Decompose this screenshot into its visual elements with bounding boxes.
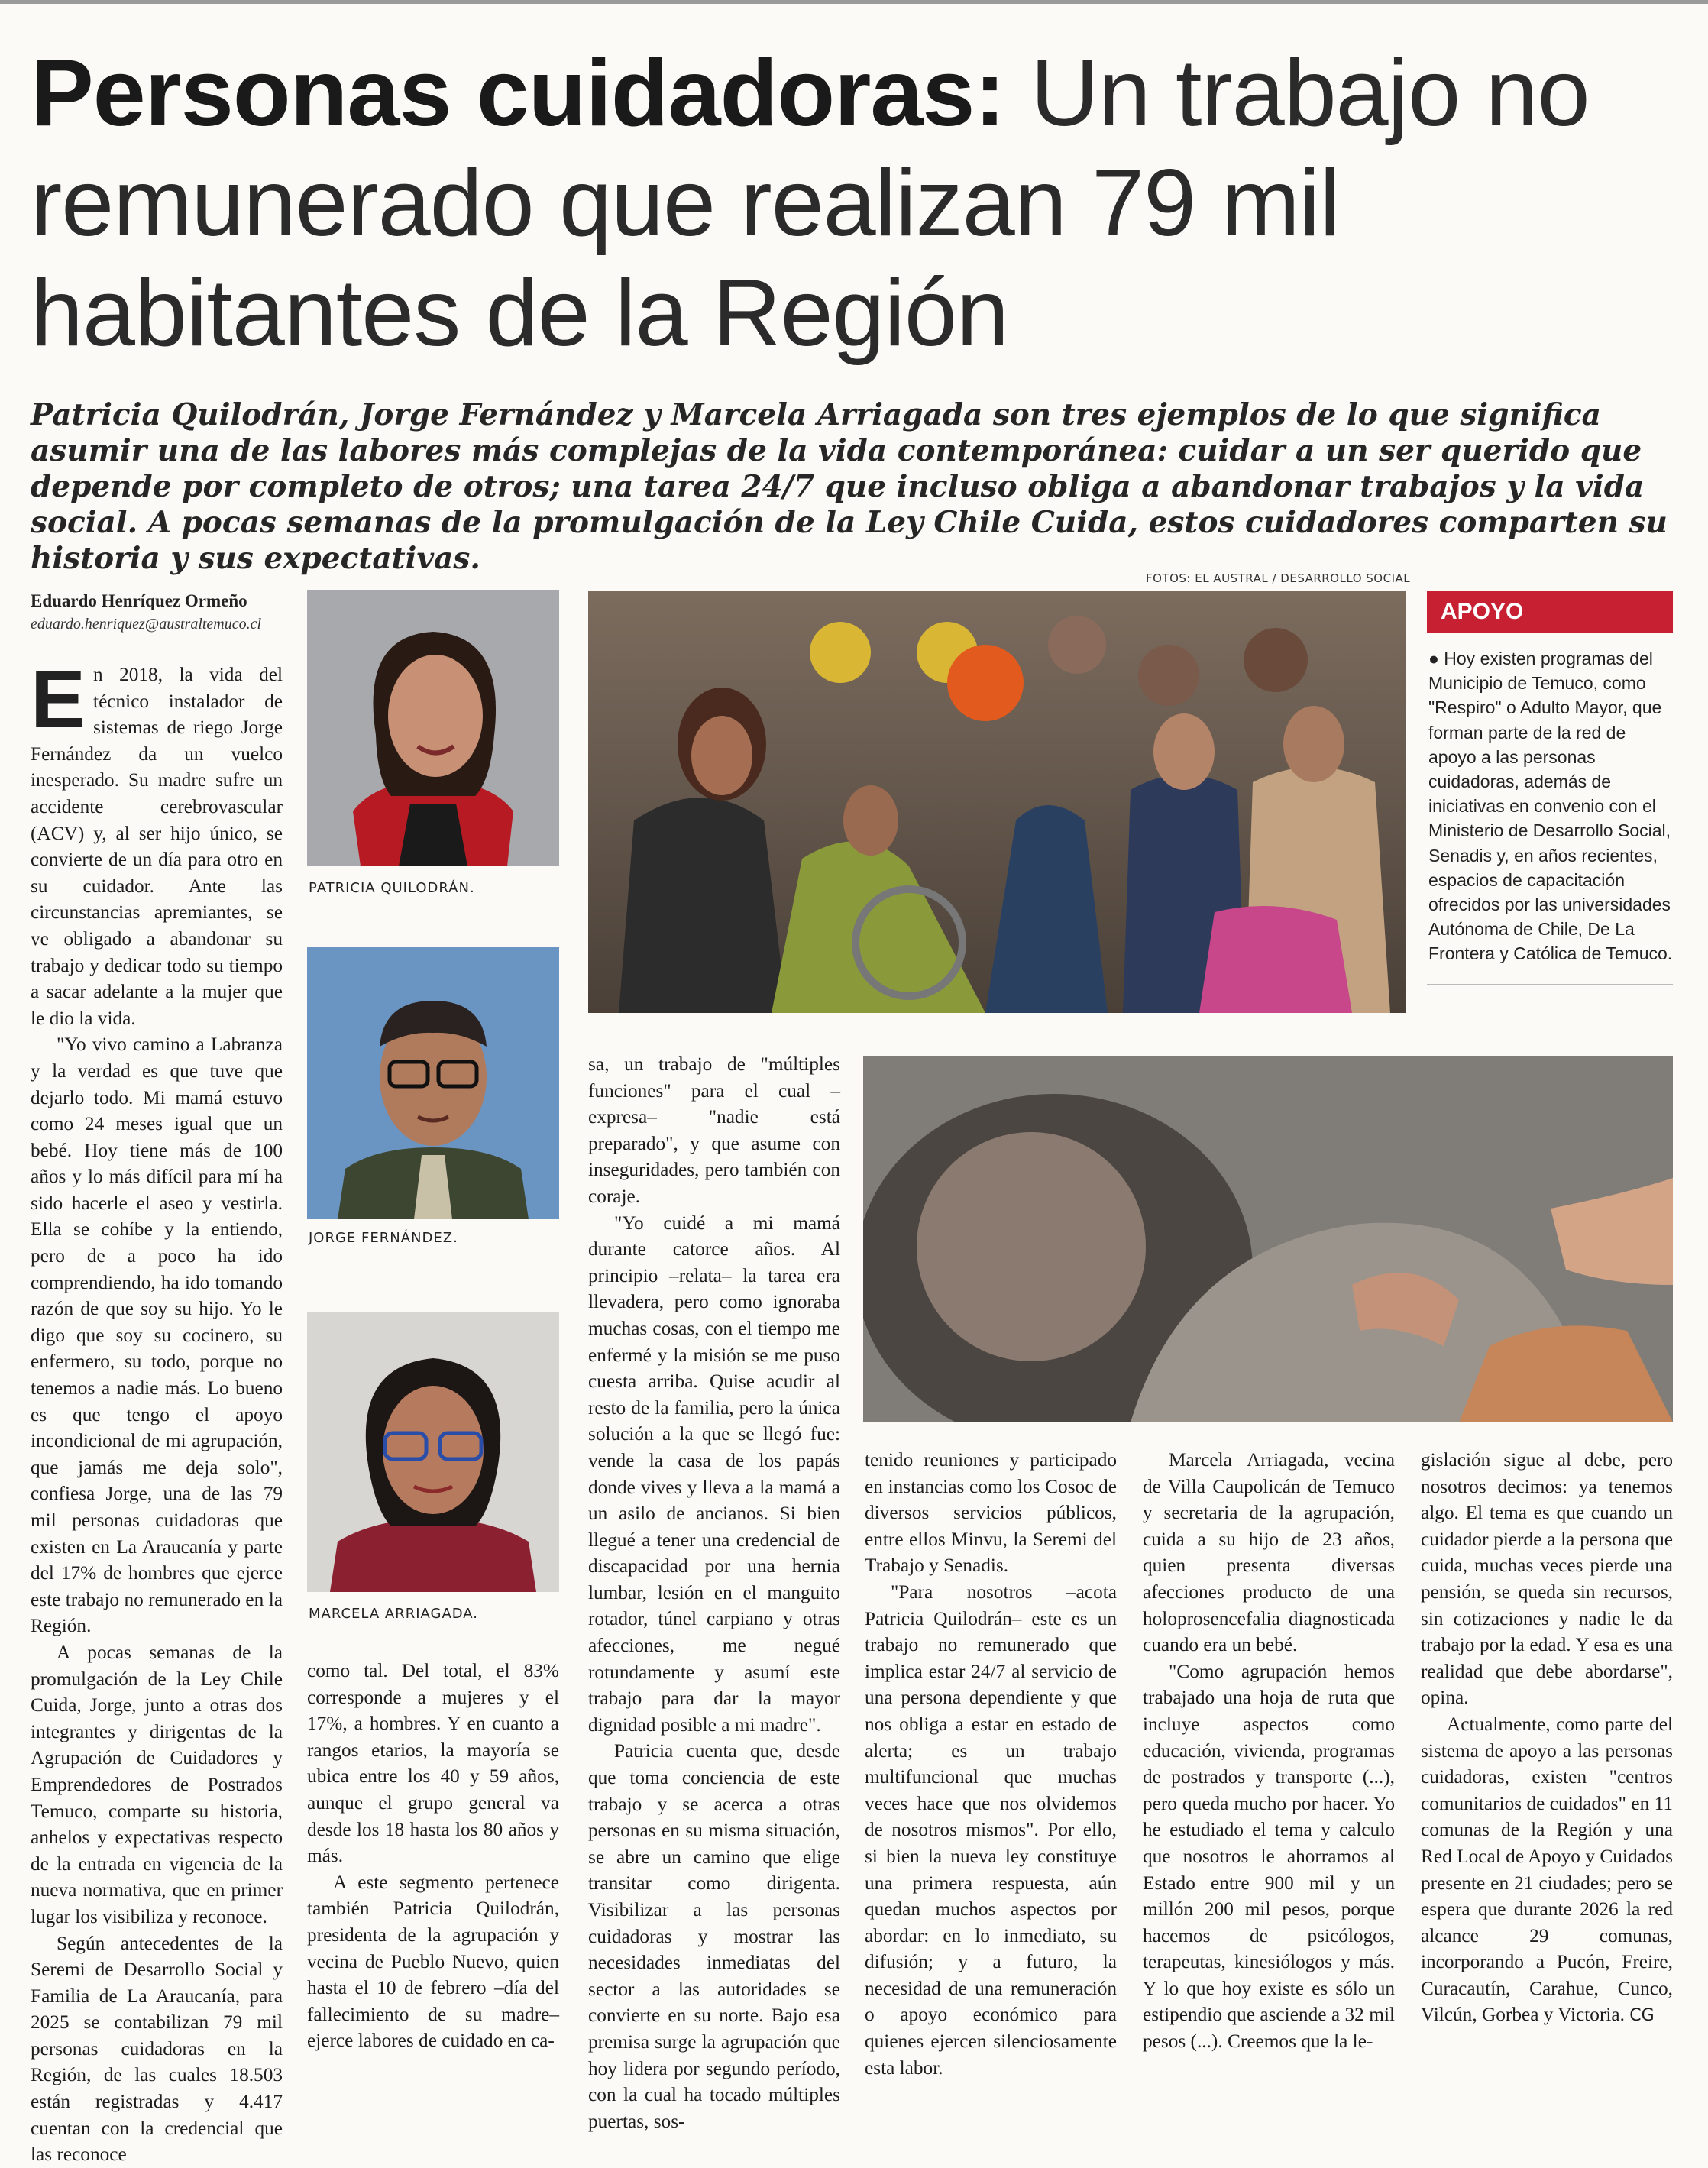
headline-light: Un trabajo no remunerado que realizan 79 mil habitantes de la Región [31,40,1590,366]
paragraph: como tal. Del total, el 83% corresponde a mujeres y el 17%, a hombres. Y en cuanto a rangos etarios, la mayoría se ubica entre los 40 y 59 años, aunque el grupo general va desde los 18 hasta los 80 años y más. [307,1660,559,1867]
photo-patricia-quilodran [307,590,559,866]
drop-cap: E [31,652,86,745]
text-column-3 [588,1051,840,2134]
caption-jorge: JORGE FERNÁNDEZ. [309,1230,458,1246]
paragraph: A pocas semanas de la promulgación de la Ley Chile Cuida, Jorge, junto a otras dos integrantes y dirigentas de la Agrupación de Cuidadores y Emprendedores de Postrados Temuco, comparte su historia, anhelos y expectativas respecto de la entrada en vigencia de la nueva normativa, que en primer lugar los visibiliza y reconoce. [31,1641,283,1927]
sidebar-text: ● Hoy existen programas del Municipio de Temuco, como "Respiro" o Adulto Mayor, que forman parte de la red de apoyo a las personas cuidadoras, además de iniciativas en convenio con el Ministerio de Desarrollo Social, Senadis y, en años recientes, espacios de capacitación ofrecidos por las universidades Autónoma de Chile, De La Frontera y Católica de Temuco. [1428,649,1673,964]
paragraph: tenido reuniones y participado en instancias como los Cosoc de diversos servicios públicos, entre ellos Minvu, la Seremi del Trabajo y Senadis. [865,1449,1117,1577]
paragraph: "Para nosotros –acota Patricia Quilodrán– este es un trabajo no remunerado que implica estar 24/7 al servicio de una persona dependiente y que nos obliga a estar en estado de alerta; es un trabajo multifuncional que muchas veces hace que nos olvidemos de nosotros mismos". Por ello, si bien la nueva ley constituye una primera respuesta, aún quedan muchos aspectos por abordar: en lo inmediato, su difusión; y a futuro, la necesidad de una remuneración o apoyo económico para quienes ejercen silenciosamente esta labor. [865,1581,1117,2079]
sidebar-title: APOYO [1427,591,1673,633]
text-column-5 [1143,1447,1395,2055]
byline-author: Eduardo Henríquez Ormeño [31,591,247,610]
text-column-6 [1421,1447,1673,2030]
portrait-image [307,590,559,866]
group-photo-image [588,591,1406,1013]
caregiving-image [863,1056,1673,1422]
paragraph: "Como agrupación hemos trabajado una hoja de ruta que incluye aspectos como educación, vivienda, programas de postrados y transporte (...), pero queda mucho por hacer. Yo he estudiado el tema y calculo que nosotros le ahorramos al Estado entre 900 mil y un millón 200 mil pesos, porque hacemos de psicólogos, terapeutas, kinesiólogos y más. Y lo que hoy existe es sólo un estipendio que asciende a 32 mil pesos (...). Creemos que la le- [1143,1660,1395,2053]
text-column-2 [307,1658,559,2054]
top-rule [0,0,1708,4]
headline-bold: Personas cuidadoras: [31,40,1005,146]
paragraph: Marcela Arriagada, vecina de Villa Caupolicán de Temuco y secretaria de la agrupación, cuida a su hijo de 23 años, quien presenta diversas afecciones producto de una holoprosencefalia diagnosticada cuando era un bebé. [1143,1449,1395,1656]
photo-group-event [588,591,1406,1013]
portrait-image [307,947,559,1219]
paragraph: gislación sigue al debe, pero nosotros decimos: ya tenemos algo. El tema es que cuando un cuidador pierde a la persona que cuida, muchas veces pierde una pensión, se queda sin recursos, sin cotizaciones y nadie le da trabajo por la edad. Y esa es una realidad que debe abordarse", opina. [1421,1449,1673,1709]
paragraph: "Yo vivo camino a Labranza y la verdad es que tuve que dejarlo todo. Mi mamá estuvo como 24 meses igual que un bebé. Hoy tiene más de 100 años y lo más difícil para mí ha sido hacerle el aseo y vestirla. Ella se cohíbe y la entiendo, pero de a poco ha ido comprendiendo, ha ido tomando razón de que soy su hijo. Yo le digo que soy su cocinero, su enfermero, su todo, porque no tenemos a nadie más. Lo bueno es que tengo el apoyo incondicional de mi agrupación, que jamás me deja solo", confiesa Jorge, una de las 79 mil personas cuidadoras que existen en La Araucanía y parte del 17% de hombres que ejerce este trabajo no remunerado en la Región. [31,1034,283,1637]
paragraph: n 2018, la vida del técnico instalador de sistemas de riego Jorge Fernández da un vuelco inesperado. Su madre sufre un accidente cerebrovascular (ACV) y, al ser hijo único, se convierte de un día para otro en su cuidador. Ante las circunstancias apremiantes, se ve obligado a abandonar su trabajo y dedicar todo su tiempo a sacar adelante a la mujer que le dio la vida. [31,664,283,1029]
photo-credit: FOTOS: EL AUSTRAL / DESARROLLO SOCIAL [1146,571,1411,585]
paragraph: Actualmente, como parte del sistema de apoyo a las personas cuidadoras, existen "centros comunitarios de cuidados" en 11 comunas de la Región y una Red Local de Apoyo y Cuidados presente en 21 ciudades; pero se espera que durante 2026 la red alcance 29 comunas, incorporando a Pucón, Freire, Curacautín, Carahue, Cunco, Vilcún, Gorbea y Victoria. [1421,1713,1673,2026]
caption-patricia: PATRICIA QUILODRÁN. [309,880,475,896]
caption-marcela: MARCELA ARRIAGADA. [309,1606,479,1622]
photo-jorge-fernandez [307,947,559,1219]
paragraph: Patricia cuenta que, desde que toma conciencia de este trabajo y se acerca a otras personas en su misma situación, se abre un camino que elige transitar como dirigenta. Visibilizar a las personas cuidadoras y mostrar las necesidades inmediatas del sector a las autoridades se convierte en su norte. Bajo esa premisa surge la agrupación que hoy lidera por segundo período, con la cual ha tocado múltiples puertas, sos- [588,1740,840,2132]
paragraph: A este segmento pertenece también Patricia Quilodrán, presidenta de la agrupación y vecina de Pueblo Nuevo, quien hasta el 10 de febrero –día del fallecimiento de su madre– ejerce labores de cuidado en ca- [307,1871,559,2052]
portrait-image [307,1312,559,1592]
paragraph: Según antecedentes de la Seremi de Desarrollo Social y Familia de La Araucanía, para 2025 se contabilizan 79 mil personas cuidadoras en la Región, de las cuales 18.503 están registradas y 4.417 cuentan con la credencial que las reconoce [31,1932,283,2166]
photo-marcela-arriagada [307,1312,559,1592]
text-column-1 [31,652,283,2168]
end-mark: CG [1629,2006,1655,2026]
photo-caregiving-hands [863,1056,1673,1422]
paragraph: "Yo cuidé a mi mamá durante catorce años. Al principio –relata– la tarea era llevadera, pero como ignoraba muchas cosas, con el tiempo me enfermé y la misión se me puso cuesta arriba. Quise acudir al resto de la familia, pero la única solución a la que se llegó fue: vende la casa de los papás donde vives y lleva a la mamá a un asilo de ancianos. Si bien llegué a tener una credencial de discapacidad por una hernia lumbar, lesión en el manguito rotador, túnel carpiano y otras afecciones, me negué rotundamente y asumí este trabajo para dar la mayor dignidad posible a mi madre". [588,1212,840,1736]
sidebar-divider [1427,984,1673,985]
paragraph: sa, un trabajo de "múltiples funciones" para el cual –expresa– "nadie está preparado", y que asume con inseguridades, pero también con coraje. [588,1053,840,1207]
byline-email[interactable]: eduardo.henriquez@australtemuco.cl [31,616,262,633]
text-column-4 [865,1447,1117,2081]
deck-summary: Patricia Quilodrán, Jorge Fernández y Marcela Arriagada son tres ejemplos de lo que significa asumir una de las labores más complejas de la vida contemporánea: cuidar a un ser querido que depende por completo de otros; una tarea 24/7 que incluso obliga a abandonar trabajos y la vida social. A pocas semanas de la promulgación de la Ley Chile Cuida, estos cuidadores comparten su historia y sus expectativas. [31,397,1668,576]
headline [31,38,1673,368]
